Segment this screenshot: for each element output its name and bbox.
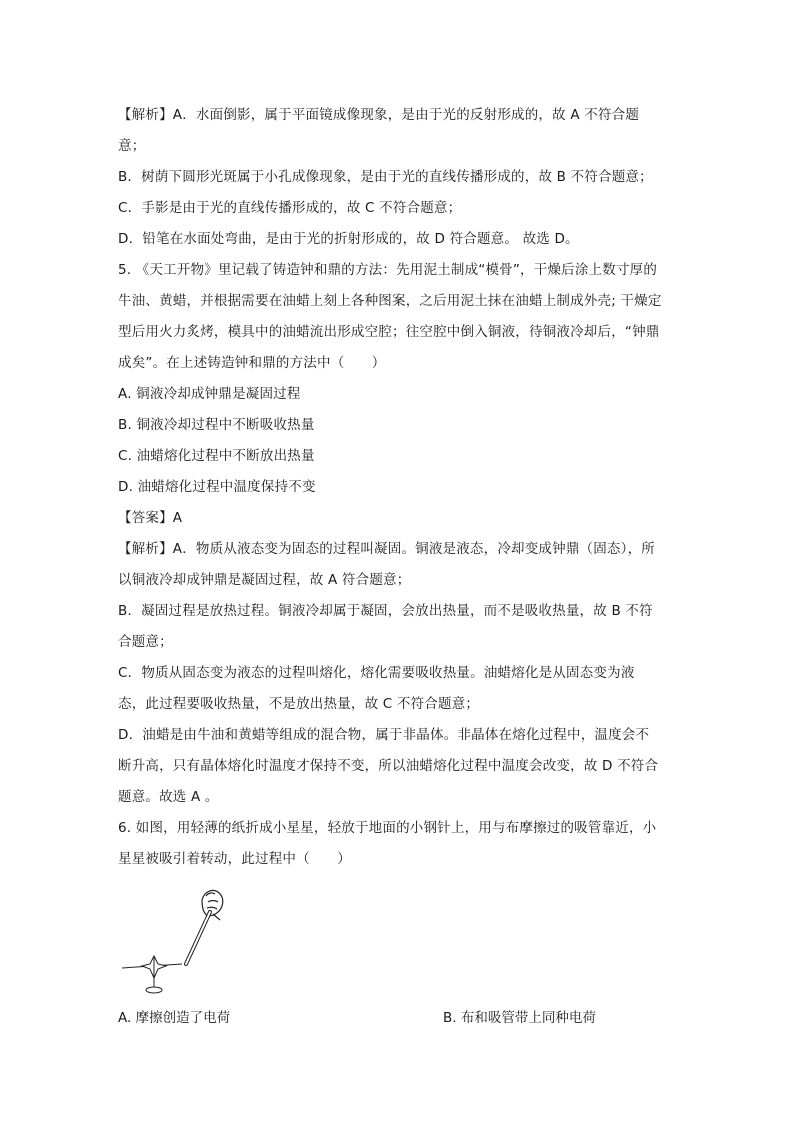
document-body [118, 100, 678, 875]
analysis-5-line-6: 态，此过程要吸收热量，不是放出热量，故 C 不符合题意； [118, 696, 480, 712]
analysis-5-line-5: C．物质从固态变为液态的过程叫熔化，熔化需要吸收热量。油蜡熔化是从固态变为液 [118, 665, 635, 681]
analysis-line-2: 意； [118, 138, 146, 154]
analysis-line-3: B．树荫下圆形光斑属于小孔成像现象，是由于光的直线传播形成的，故 B 不符合题意； [118, 169, 653, 185]
question-6-line-1: 6. 如图，用轻薄的纸折成小星星，轻放于地面的小钢针上，用与布摩擦过的吸管靠近，小 [118, 820, 657, 836]
question-5-line-1: 5. 《天工开物》里记载了铸造钟和鼎的方法：先用泥土制成“模骨”，干燥后涂上数寸厚的 [118, 262, 658, 278]
question-5-option-b: B. 铜液冷却过程中不断吸收热量 [118, 417, 315, 433]
answer-line: 【答案】A [118, 510, 183, 526]
analysis-line-4: C．手影是由于光的直线传播形成的，故 C 不符合题意； [118, 200, 462, 216]
question-5-line-4: 成矣”。在上述铸造钟和鼎的方法中（ ） [118, 355, 386, 371]
analysis-5-line-4: 合题意； [118, 634, 173, 650]
needle-stand-icon [146, 978, 162, 993]
analysis-line-1: 【解析】A．水面倒影，属于平面镜成像现象，是由于光的反射形成的，故 A 不符合题 [118, 107, 640, 123]
figure-illustration [118, 882, 238, 997]
analysis-5-line-9: 题意。故选 A 。 [118, 789, 219, 805]
analysis-5-line-1: 【解析】A．物质从液态变为固态的过程叫凝固。铜液是液态，冷却变成钟鼎（固态），所 [118, 541, 655, 557]
analysis-line-5: D．铅笔在水面处弯曲，是由于光的折射形成的，故 D 符合题意。 故选 D。 [118, 231, 579, 247]
question-6-option-b: B. 布和吸管带上同种电荷 [443, 1010, 596, 1026]
question-6-line-2: 星星被吸引着转动，此过程中（ ） [118, 851, 351, 867]
question-6-options [118, 1003, 678, 1034]
straw-and-paper-star-figure [118, 882, 238, 997]
analysis-5-line-8: 断升高，只有晶体熔化时温度才保持不变，所以油蜡熔化过程中温度会改变，故 D 不符合 [118, 758, 659, 774]
question-5-line-2: 牛油、黄蜡，并根据需要在油蜡上刻上各种图案，之后用泥土抹在油蜡上制成外壳; 干燥定 [118, 293, 662, 309]
analysis-5-line-2: 以铜液冷却成钟鼎是凝固过程，故 A 符合题意； [118, 572, 411, 588]
paper-star-icon [122, 956, 182, 978]
analysis-5-line-7: D．油蜡是由牛油和黄蜡等组成的混合物，属于非晶体。非晶体在熔化过程中，温度会不 [118, 727, 650, 743]
straw-icon [186, 912, 210, 964]
question-5-option-a: A. 铜液冷却成钟鼎是凝固过程 [118, 386, 301, 402]
question-5-option-c: C. 油蜡熔化过程中不断放出热量 [118, 448, 315, 464]
analysis-5-line-3: B．凝固过程是放热过程。铜液冷却属于凝固，会放出热量，而不是吸收热量，故 B 不符 [118, 603, 653, 619]
question-5-line-3: 型后用火力炙烤，模具中的油蜡流出形成空腔；往空腔中倒入铜液，待铜液冷却后，“钟鼎 [118, 324, 660, 340]
hand-icon [202, 890, 223, 920]
question-6-option-a: A. 摩擦创造了电荷 [118, 1010, 231, 1026]
question-5-option-d: D. 油蜡熔化过程中温度保持不变 [118, 479, 316, 495]
